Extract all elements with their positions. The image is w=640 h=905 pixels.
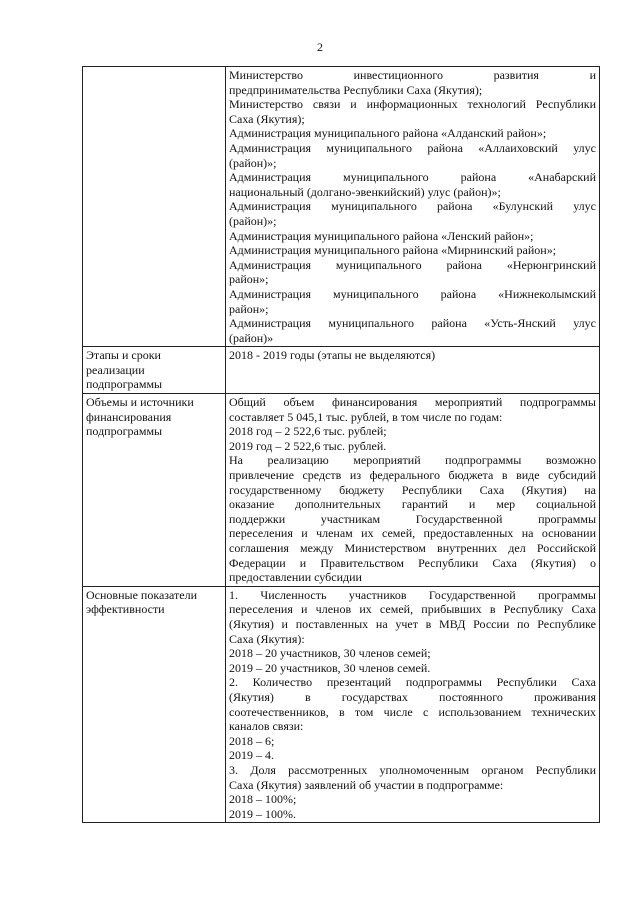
table-row bbox=[83, 347, 600, 394]
text-line: 1. Численность участников Государственной программы bbox=[229, 587, 596, 602]
text-line: 2018 – 20 участников, 30 членов семей; bbox=[229, 646, 431, 661]
text-line: Министерство связи и информационных технологий Республики bbox=[229, 97, 596, 112]
row-content-cell bbox=[226, 347, 600, 394]
row-content-cell bbox=[226, 586, 600, 823]
text-line: (район)»; bbox=[229, 155, 277, 170]
text-line: район»; bbox=[229, 272, 269, 287]
text-line: 2019 год – 2 522,6 тыс. рублей. bbox=[229, 438, 387, 453]
text-line: 2018 - 2019 годы (этапы не выделяются) bbox=[229, 348, 436, 363]
text-line: привлечение средств из федерального бюджета в виде субсидий bbox=[229, 468, 596, 483]
text-line: оказание дополнительных гарантий и мер социальной bbox=[229, 497, 596, 512]
text-line: Администрация муниципального района «Алданский район»; bbox=[229, 126, 547, 141]
label-line: Объемы и источники bbox=[86, 395, 194, 410]
text-line: предпринимательства Республики Саха (Якутия); bbox=[229, 82, 483, 97]
row-content-cell bbox=[226, 67, 600, 347]
page-number: 2 bbox=[317, 40, 323, 54]
row-content-cell bbox=[226, 394, 600, 587]
label-line: подпрограммы bbox=[86, 424, 163, 439]
text-line: (Якутия) в государствах постоянного проживания bbox=[229, 689, 596, 704]
text-line: Администрация муниципального района «Ленский район»; bbox=[229, 228, 534, 243]
text-line: район»; bbox=[229, 301, 269, 316]
text-line: Администрация муниципального района «Нижнеколымский bbox=[229, 286, 596, 301]
text-line: Общий объем финансирования мероприятий подпрограммы bbox=[229, 395, 596, 410]
row-label-cell bbox=[83, 67, 226, 347]
text-line: 3. Доля рассмотренных уполномоченным органом Республики bbox=[229, 762, 596, 777]
text-line: Федерации и Правительством Республики Саха (Якутия) о bbox=[229, 555, 596, 570]
label-line: реализации bbox=[86, 362, 145, 377]
text-line: Министерство инвестиционного развития и bbox=[229, 68, 596, 82]
text-line: (район)» bbox=[229, 330, 274, 345]
text-line: предоставлении субсидии bbox=[229, 570, 362, 585]
table-row bbox=[83, 394, 600, 587]
label-line: финансирования bbox=[86, 409, 172, 424]
text-line: переселения и членов их семей, прибывших в Республику Саха bbox=[229, 602, 596, 617]
label-line: эффективности bbox=[86, 602, 165, 617]
text-line: Администрация муниципального района «Анабарский bbox=[229, 170, 596, 185]
text-line: Администрация муниципального района «Усть-Янский улус bbox=[229, 316, 596, 331]
row-label-cell bbox=[83, 586, 226, 823]
text-line: (район)»; bbox=[229, 213, 277, 228]
text-line: национальный (долгано-эвенкийский) улус (район)»; bbox=[229, 184, 501, 199]
text-line: Администрация муниципального района «Аллаиховский улус bbox=[229, 140, 596, 155]
row-label-cell bbox=[83, 394, 226, 587]
table-row bbox=[83, 67, 600, 347]
text-line: 2. Количество презентаций подпрограммы Республики Саха bbox=[229, 675, 596, 690]
label-line: Основные показатели bbox=[86, 587, 198, 602]
text-line: Саха (Якутия); bbox=[229, 111, 305, 126]
label-line: Этапы и сроки bbox=[86, 348, 161, 363]
text-line: 2019 – 4. bbox=[229, 748, 274, 763]
text-line: 2019 – 20 участников, 30 членов семей. bbox=[229, 660, 431, 675]
row-label-cell bbox=[83, 347, 226, 394]
text-line: соотечественников, в том числе с использованием технических bbox=[229, 704, 596, 719]
text-line: Саха (Якутия) заявлений об участии в подпрограмме: bbox=[229, 777, 504, 792]
text-line: государственному бюджету Республики Саха (Якутия) на bbox=[229, 482, 596, 497]
text-line: 2019 – 100%. bbox=[229, 806, 296, 821]
table-row bbox=[83, 586, 600, 823]
text-line: поддержки участникам Государственной программы bbox=[229, 511, 596, 526]
text-line: переселения и членам их семей, предоставленных на основании bbox=[229, 526, 596, 541]
text-line: (Якутия) и поставленных на учет в МВД России по Республике bbox=[229, 616, 596, 631]
text-line: каналов связи: bbox=[229, 719, 304, 734]
text-line: Администрация муниципального района «Булунский улус bbox=[229, 199, 596, 214]
label-line: подпрограммы bbox=[86, 377, 163, 392]
text-line: 2018 год – 2 522,6 тыс. рублей; bbox=[229, 424, 387, 439]
text-line: Саха (Якутия): bbox=[229, 631, 305, 646]
text-line: соглашения между Министерством внутренних дел Российской bbox=[229, 541, 596, 555]
text-line: составляет 5 045,1 тыс. рублей, в том числе по годам: bbox=[229, 409, 503, 424]
text-line: 2018 – 6; bbox=[229, 733, 275, 748]
text-line: 2018 – 100%; bbox=[229, 792, 297, 807]
text-line: Администрация муниципального района «Мирнинский район»; bbox=[229, 243, 557, 258]
subprogram-passport-table bbox=[82, 66, 600, 823]
text-line: Администрация муниципального района «Нерюнгринский bbox=[229, 257, 596, 272]
text-line: На реализацию мероприятий подпрограммы возможно bbox=[229, 453, 596, 468]
